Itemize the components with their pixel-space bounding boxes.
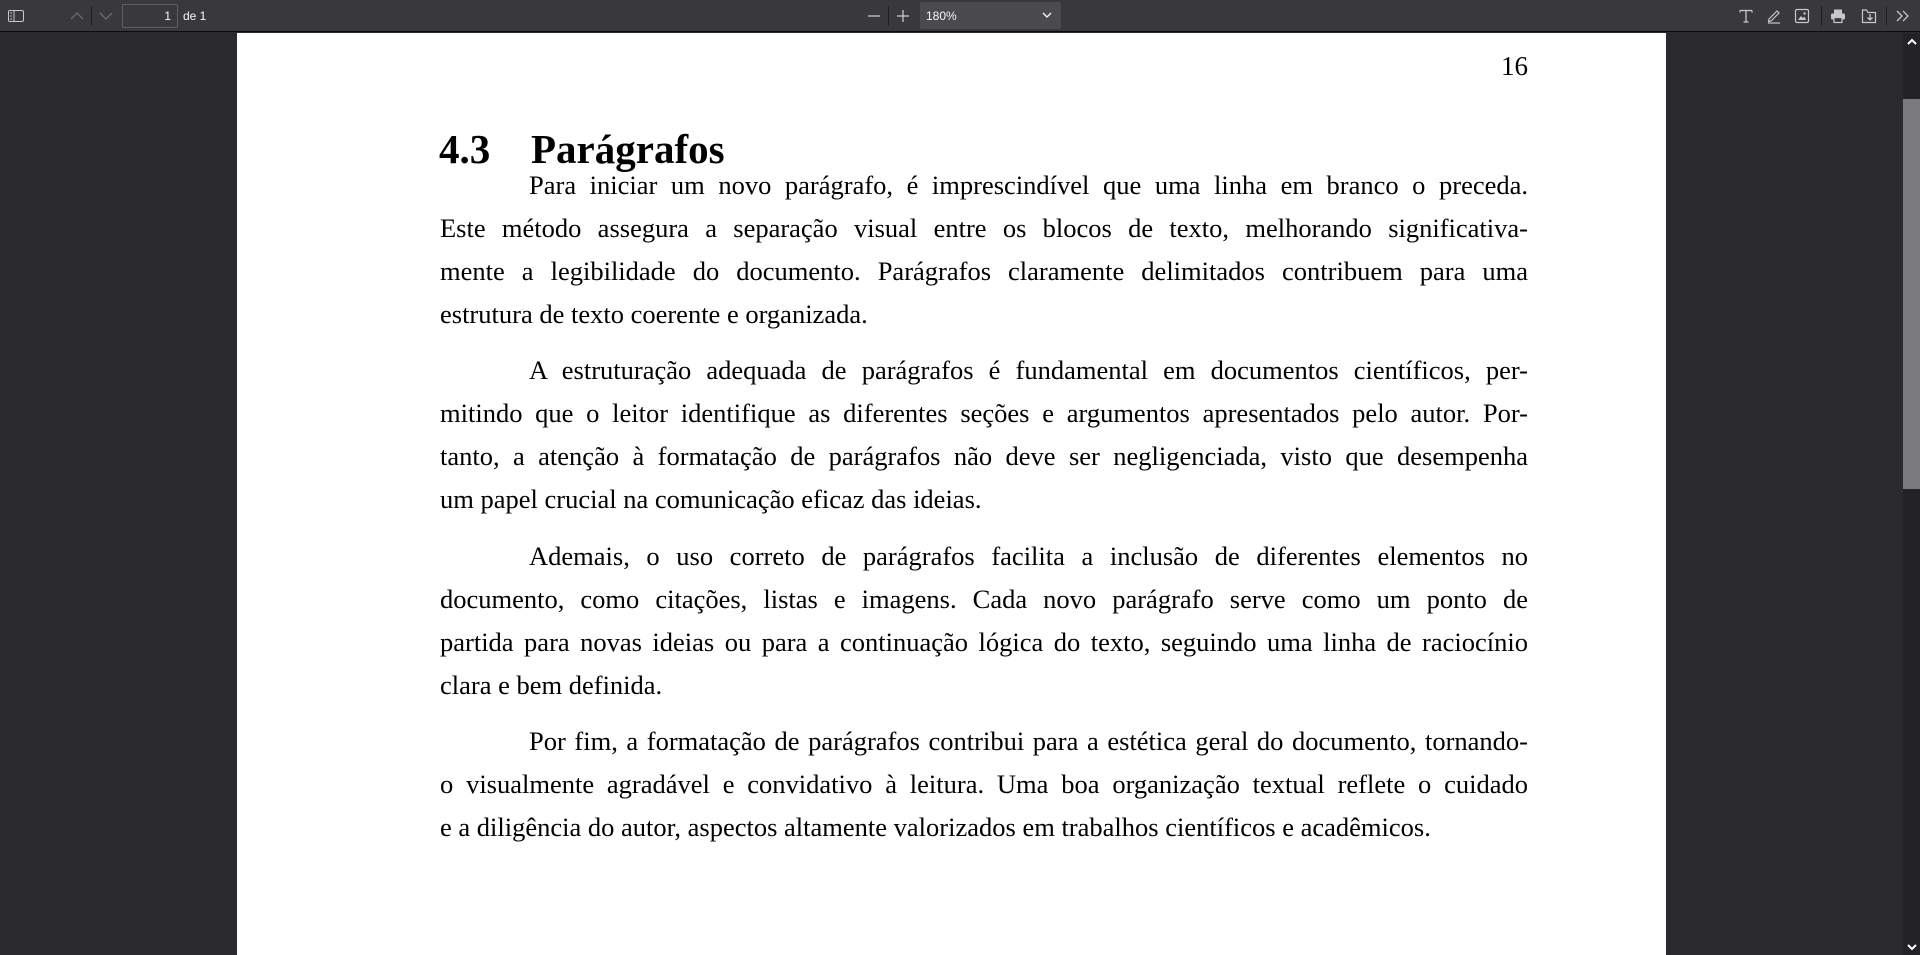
paragraph-line: um papel crucial na comunicação eficaz das ideias. bbox=[440, 484, 982, 514]
text-icon bbox=[1738, 8, 1754, 24]
section-title: Parágrafos bbox=[531, 126, 725, 172]
paragraph-line: partida para novas ideias ou para a continuação lógica do texto, seguindo uma linha de raciocínio bbox=[440, 627, 1528, 657]
toolbar-separator bbox=[888, 6, 889, 26]
save-icon bbox=[1861, 8, 1877, 24]
next-page-button[interactable] bbox=[94, 4, 118, 28]
scroll-thumb[interactable] bbox=[1903, 99, 1920, 489]
paragraph-line: mente a legibilidade do documento. Parágrafos claramente delimitados contribuem para uma bbox=[440, 256, 1528, 286]
zoom-in-button[interactable] bbox=[891, 4, 915, 28]
save-button[interactable] bbox=[1857, 4, 1881, 28]
chevron-down-icon bbox=[1041, 9, 1053, 24]
caret-down-icon bbox=[1907, 938, 1917, 955]
paragraph bbox=[440, 535, 1528, 707]
zoom-level-select[interactable] bbox=[920, 2, 1061, 29]
caret-up-icon bbox=[1907, 33, 1917, 51]
double-chevron-right-icon bbox=[1895, 9, 1911, 23]
pdf-page bbox=[237, 33, 1666, 955]
paragraph-line: e a diligência do autor, aspectos altamente valorizados em trabalhos científicos e acadêmicos. bbox=[440, 812, 1431, 842]
chevron-down-icon bbox=[99, 11, 113, 21]
image-icon bbox=[1794, 8, 1810, 24]
paragraph bbox=[440, 720, 1528, 849]
previous-page-button[interactable] bbox=[65, 4, 89, 28]
vertical-scrollbar[interactable] bbox=[1903, 33, 1920, 955]
sidebar-toggle-icon bbox=[8, 9, 24, 23]
chevron-up-icon bbox=[70, 11, 84, 21]
zoom-out-button[interactable] bbox=[862, 4, 886, 28]
paragraph-line: Por fim, a formatação de parágrafos contribui para a estética geral do documento, tornando- bbox=[529, 726, 1528, 756]
draw-button[interactable] bbox=[1762, 4, 1786, 28]
document-viewer[interactable] bbox=[0, 33, 1920, 955]
toolbar-separator bbox=[1886, 6, 1887, 26]
paragraph-line: clara e bem definida. bbox=[440, 670, 663, 700]
minus-icon bbox=[867, 9, 881, 23]
paragraph-line: Este método assegura a separação visual entre os blocos de texto, melhorando significativa- bbox=[440, 213, 1528, 243]
paragraph-line: A estruturação adequada de parágrafos é fundamental em documentos científicos, per- bbox=[529, 355, 1528, 385]
plus-icon bbox=[896, 9, 910, 23]
page-count-label: de 1 bbox=[183, 9, 207, 23]
add-image-button[interactable] bbox=[1790, 4, 1814, 28]
scroll-up-button[interactable] bbox=[1903, 33, 1920, 50]
pdf-toolbar bbox=[0, 0, 1920, 32]
paragraph-line: Para iniciar um novo parágrafo, é imprescindível que uma linha em branco o preceda. bbox=[529, 170, 1528, 200]
zoom-level-value: 180% bbox=[926, 8, 957, 23]
scroll-down-button[interactable] bbox=[1903, 938, 1920, 955]
paragraph-line: tanto, a atenção à formatação de parágrafos não deve ser negligenciada, visto que desempenha bbox=[440, 441, 1528, 471]
paragraph-line: estrutura de texto coerente e organizada. bbox=[440, 299, 868, 329]
draw-icon bbox=[1766, 8, 1782, 24]
print-button[interactable] bbox=[1826, 4, 1850, 28]
paragraph-line: documento, como citações, listas e imagens. Cada novo parágrafo serve como um ponto de bbox=[440, 584, 1528, 614]
paragraph-line: mitindo que o leitor identifique as diferentes seções e argumentos apresentados pelo autor. Por- bbox=[440, 398, 1528, 428]
section-number: 4.3 bbox=[439, 126, 491, 172]
add-text-button[interactable] bbox=[1734, 4, 1758, 28]
paragraph-line: Ademais, o uso correto de parágrafos facilita a inclusão de diferentes elementos no bbox=[529, 541, 1528, 571]
page-number-input[interactable] bbox=[122, 4, 178, 28]
paragraph bbox=[440, 164, 1528, 336]
paragraph bbox=[440, 349, 1528, 521]
more-tools-button[interactable] bbox=[1891, 4, 1915, 28]
print-icon bbox=[1830, 8, 1846, 24]
paragraph-line: o visualmente agradável e convidativo à leitura. Uma boa organização textual reflete o cuidado bbox=[440, 769, 1528, 799]
page-number: 16 bbox=[1501, 51, 1528, 81]
sidebar-toggle-button[interactable] bbox=[4, 4, 28, 28]
toolbar-separator bbox=[1821, 6, 1822, 26]
toolbar-separator bbox=[91, 6, 92, 26]
